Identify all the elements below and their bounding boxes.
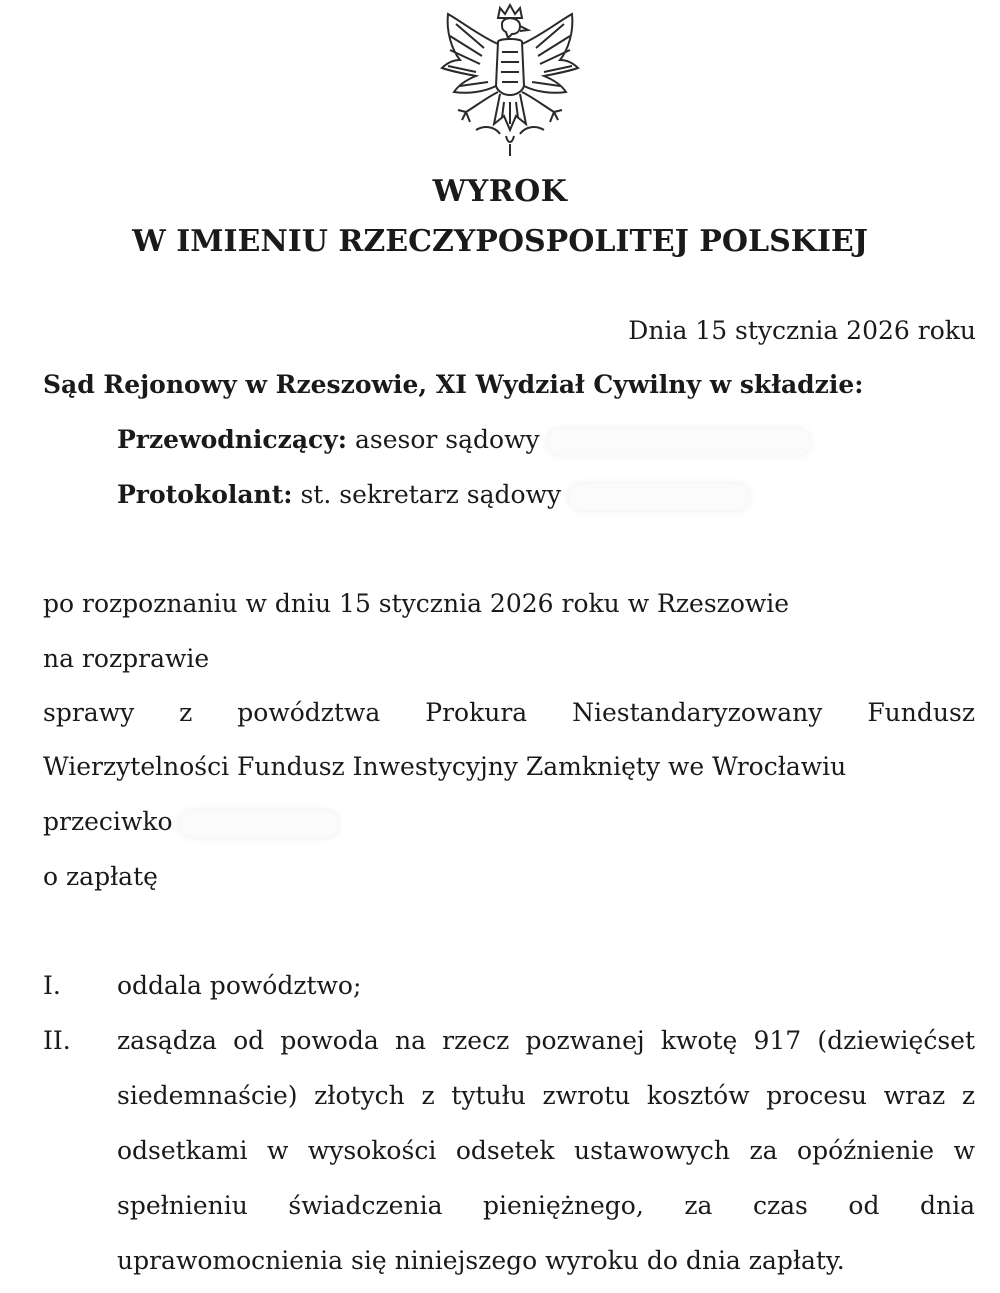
chair-label: Przewodniczący: xyxy=(117,425,348,454)
chair-line xyxy=(117,423,810,457)
ruling-text: zasądza od powoda na rzecz pozwanej kwotę 917 (dziewięćset xyxy=(117,1026,975,1055)
polish-eagle-emblem xyxy=(436,2,584,158)
court-composition: Sąd Rejonowy w Rzeszowie, XI Wydział Cywilny w składzie: xyxy=(43,370,864,399)
redacted-name xyxy=(569,484,749,510)
judgment-date: Dnia 15 stycznia 2026 roku xyxy=(628,316,976,345)
ruling-text: odsetkami w wysokości odsetek ustawowych za opóźnienie w xyxy=(117,1136,975,1165)
ruling-number: II. xyxy=(43,1026,71,1055)
clerk-value: st. sekretarz sądowy xyxy=(300,480,562,509)
case-line: sprawy z powództwa Prokura Niestandaryzowany Fundusz xyxy=(43,698,975,727)
case-line: na rozprawie xyxy=(43,644,210,673)
ruling-text: siedemnaście) złotych z tytułu zwrotu kosztów procesu wraz z xyxy=(117,1081,975,1110)
case-line: Wierzytelności Fundusz Inwestycyjny Zamknięty we Wrocławiu xyxy=(43,752,847,781)
document-subtitle: W IMIENIU RZECZYPOSPOLITEJ POLSKIEJ xyxy=(132,224,868,259)
defendant-label: przeciwko xyxy=(43,807,173,836)
ruling-text: oddala powództwo; xyxy=(117,971,362,1000)
document-title: WYROK xyxy=(432,174,568,209)
ruling-text: uprawomocnienia się niniejszego wyroku do dnia zapłaty. xyxy=(117,1246,845,1275)
clerk-line xyxy=(117,478,749,512)
redacted-name xyxy=(180,811,338,837)
defendant-line xyxy=(43,805,338,839)
chair-value: asesor sądowy xyxy=(354,425,540,454)
case-line: po rozpoznaniu w dniu 15 stycznia 2026 roku w Rzeszowie xyxy=(43,589,790,618)
ruling-number: I. xyxy=(43,971,61,1000)
ruling-text: spełnieniu świadczenia pieniężnego, za czas od dnia xyxy=(117,1191,975,1220)
redacted-name xyxy=(548,429,810,455)
case-subject: o zapłatę xyxy=(43,862,158,891)
clerk-label: Protokolant: xyxy=(117,480,293,509)
